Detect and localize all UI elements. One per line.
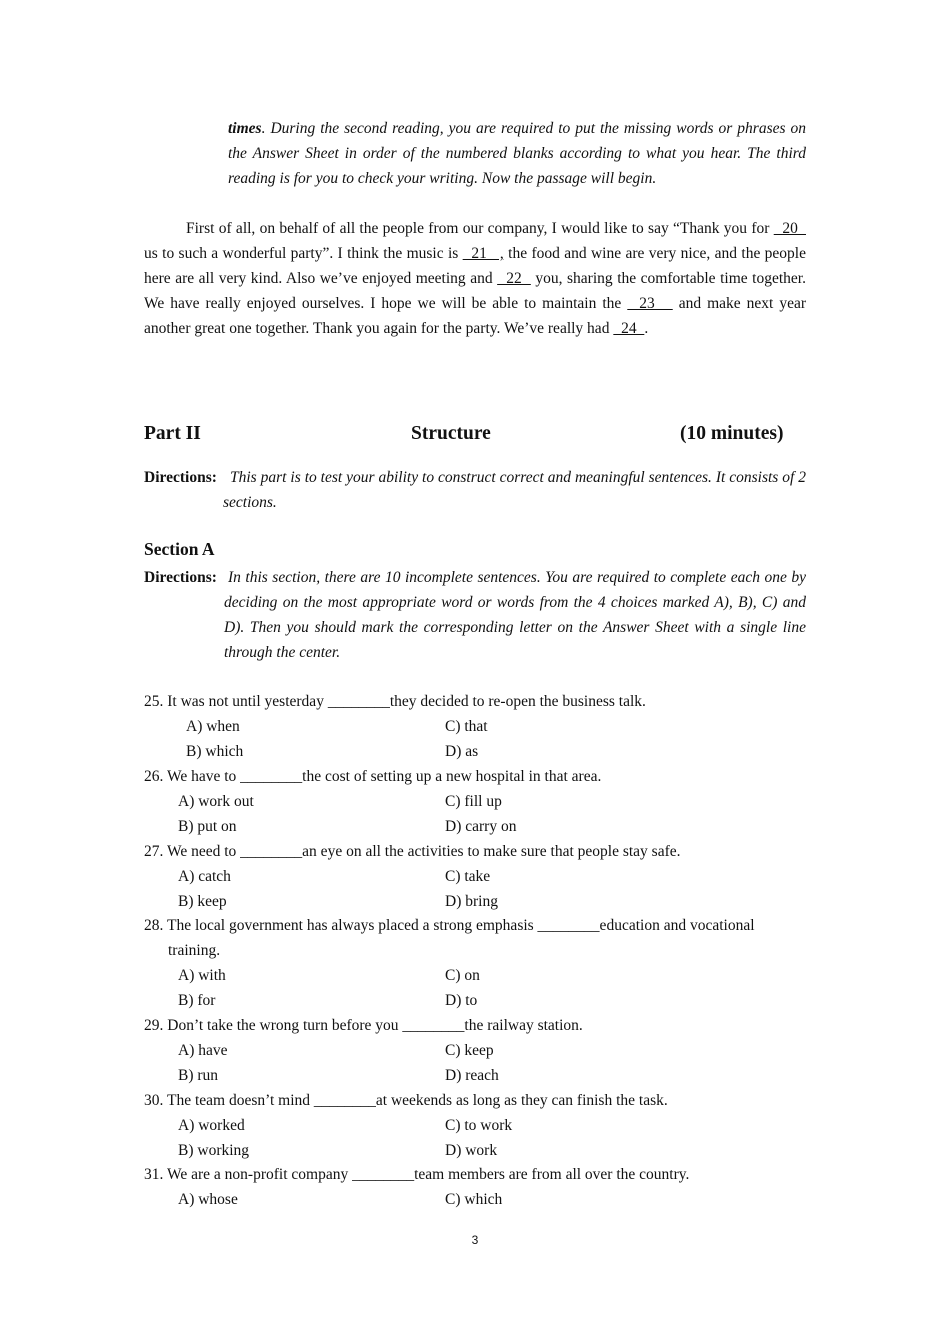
option-a: A) when	[186, 718, 240, 735]
option-b: B) run	[178, 1067, 219, 1084]
option-a: A) whose	[178, 1191, 238, 1208]
option-d: D) carry on	[445, 818, 517, 835]
option-d: D) to	[445, 992, 478, 1009]
passage-text: the food and wine are very nice, and the people here are all very kind. Also we’ve enjoyed meeting and	[144, 245, 806, 287]
option-c: C) take	[445, 868, 491, 885]
question-stem: 31. We are a non-profit company ________team members are from all over the country.	[144, 1166, 690, 1183]
passage-text: us to such a wonderful party”. I think the music is	[144, 245, 463, 262]
listening-directions	[228, 116, 806, 191]
part-directions-label: Directions:	[144, 469, 217, 486]
question-stem-continued: training.	[168, 942, 221, 959]
blank-20: 20	[773, 220, 806, 237]
blank-21: 21 ,	[462, 245, 504, 262]
option-b: B) for	[178, 992, 216, 1009]
question-stem: 29. Don’t take the wrong turn before you ________the railway station.	[144, 1017, 583, 1034]
option-a: A) catch	[178, 868, 231, 885]
option-a: A) worked	[178, 1117, 245, 1134]
directions-text: . During the second reading, you are required to put the missing words or phrases on the Answer Sheet in order of the numbered blanks according to what you hear. The third reading is for you to check your writing. Now the passage will begin.	[228, 120, 806, 187]
part-label: Part II	[144, 423, 201, 444]
passage-text: you, sharing the comfortable time together. We have really enjoyed ourselves. I hope we will be able to maintain the	[144, 270, 806, 312]
option-d: D) as	[445, 743, 479, 760]
question-stem: 25. It was not until yesterday ________they decided to re-open the business talk.	[144, 693, 646, 710]
option-c: C) which	[445, 1191, 503, 1208]
option-d: D) work	[445, 1142, 498, 1159]
part-heading	[144, 423, 806, 449]
option-c: C) on	[445, 967, 480, 984]
option-c: C) fill up	[445, 793, 502, 810]
passage-text: and make next year another great one together. Thank you again for the party. We’ve really had	[144, 295, 806, 337]
directions-lead-word: times	[228, 120, 262, 137]
page-number: 3	[471, 1233, 479, 1247]
part-title: Structure	[411, 423, 491, 444]
option-b: B) working	[178, 1142, 250, 1159]
option-b: B) keep	[178, 893, 227, 910]
option-d: D) bring	[445, 893, 498, 910]
option-a: A) work out	[178, 793, 254, 810]
section-title: Section A	[144, 539, 215, 559]
option-c: C) to work	[445, 1117, 513, 1134]
blank-22: 22	[497, 270, 531, 287]
passage-text: First of all, on behalf of all the people from our company, I would like to say “Thank you for	[186, 220, 774, 237]
option-b: B) put on	[178, 818, 237, 835]
option-a: A) with	[178, 967, 226, 984]
question-stem: 30. The team doesn’t mind ________at weekends as long as they can finish the task.	[144, 1092, 668, 1109]
blank-23: 23	[627, 295, 673, 312]
section-directions-label: Directions:	[144, 569, 217, 586]
part-time: (10 minutes)	[680, 423, 784, 444]
blank-24: 24	[613, 320, 645, 337]
option-b: B) which	[186, 743, 244, 760]
part-directions-text: This part is to test your ability to construct correct and meaningful sentences. It consists of 2 sections.	[223, 469, 806, 511]
question-stem: 26. We have to ________the cost of setting up a new hospital in that area.	[144, 768, 602, 785]
question-stem: 27. We need to ________an eye on all the activities to make sure that people stay safe.	[144, 843, 681, 860]
option-d: D) reach	[445, 1067, 499, 1084]
passage-text: .	[644, 320, 649, 337]
question-stem: 28. The local government has always placed a strong emphasis ________education and vocational	[144, 917, 755, 934]
option-c: C) that	[445, 718, 488, 735]
section-directions-text: In this section, there are 10 incomplete sentences. You are required to complete each one by deciding on the most appropriate word or words from the 4 choices marked A), B), C) and D). Then you should mark the corresponding letter on the Answer Sheet with a single line through the center.	[224, 569, 806, 661]
option-c: C) keep	[445, 1042, 494, 1059]
option-a: A) have	[178, 1042, 228, 1059]
listening-passage	[144, 216, 806, 341]
